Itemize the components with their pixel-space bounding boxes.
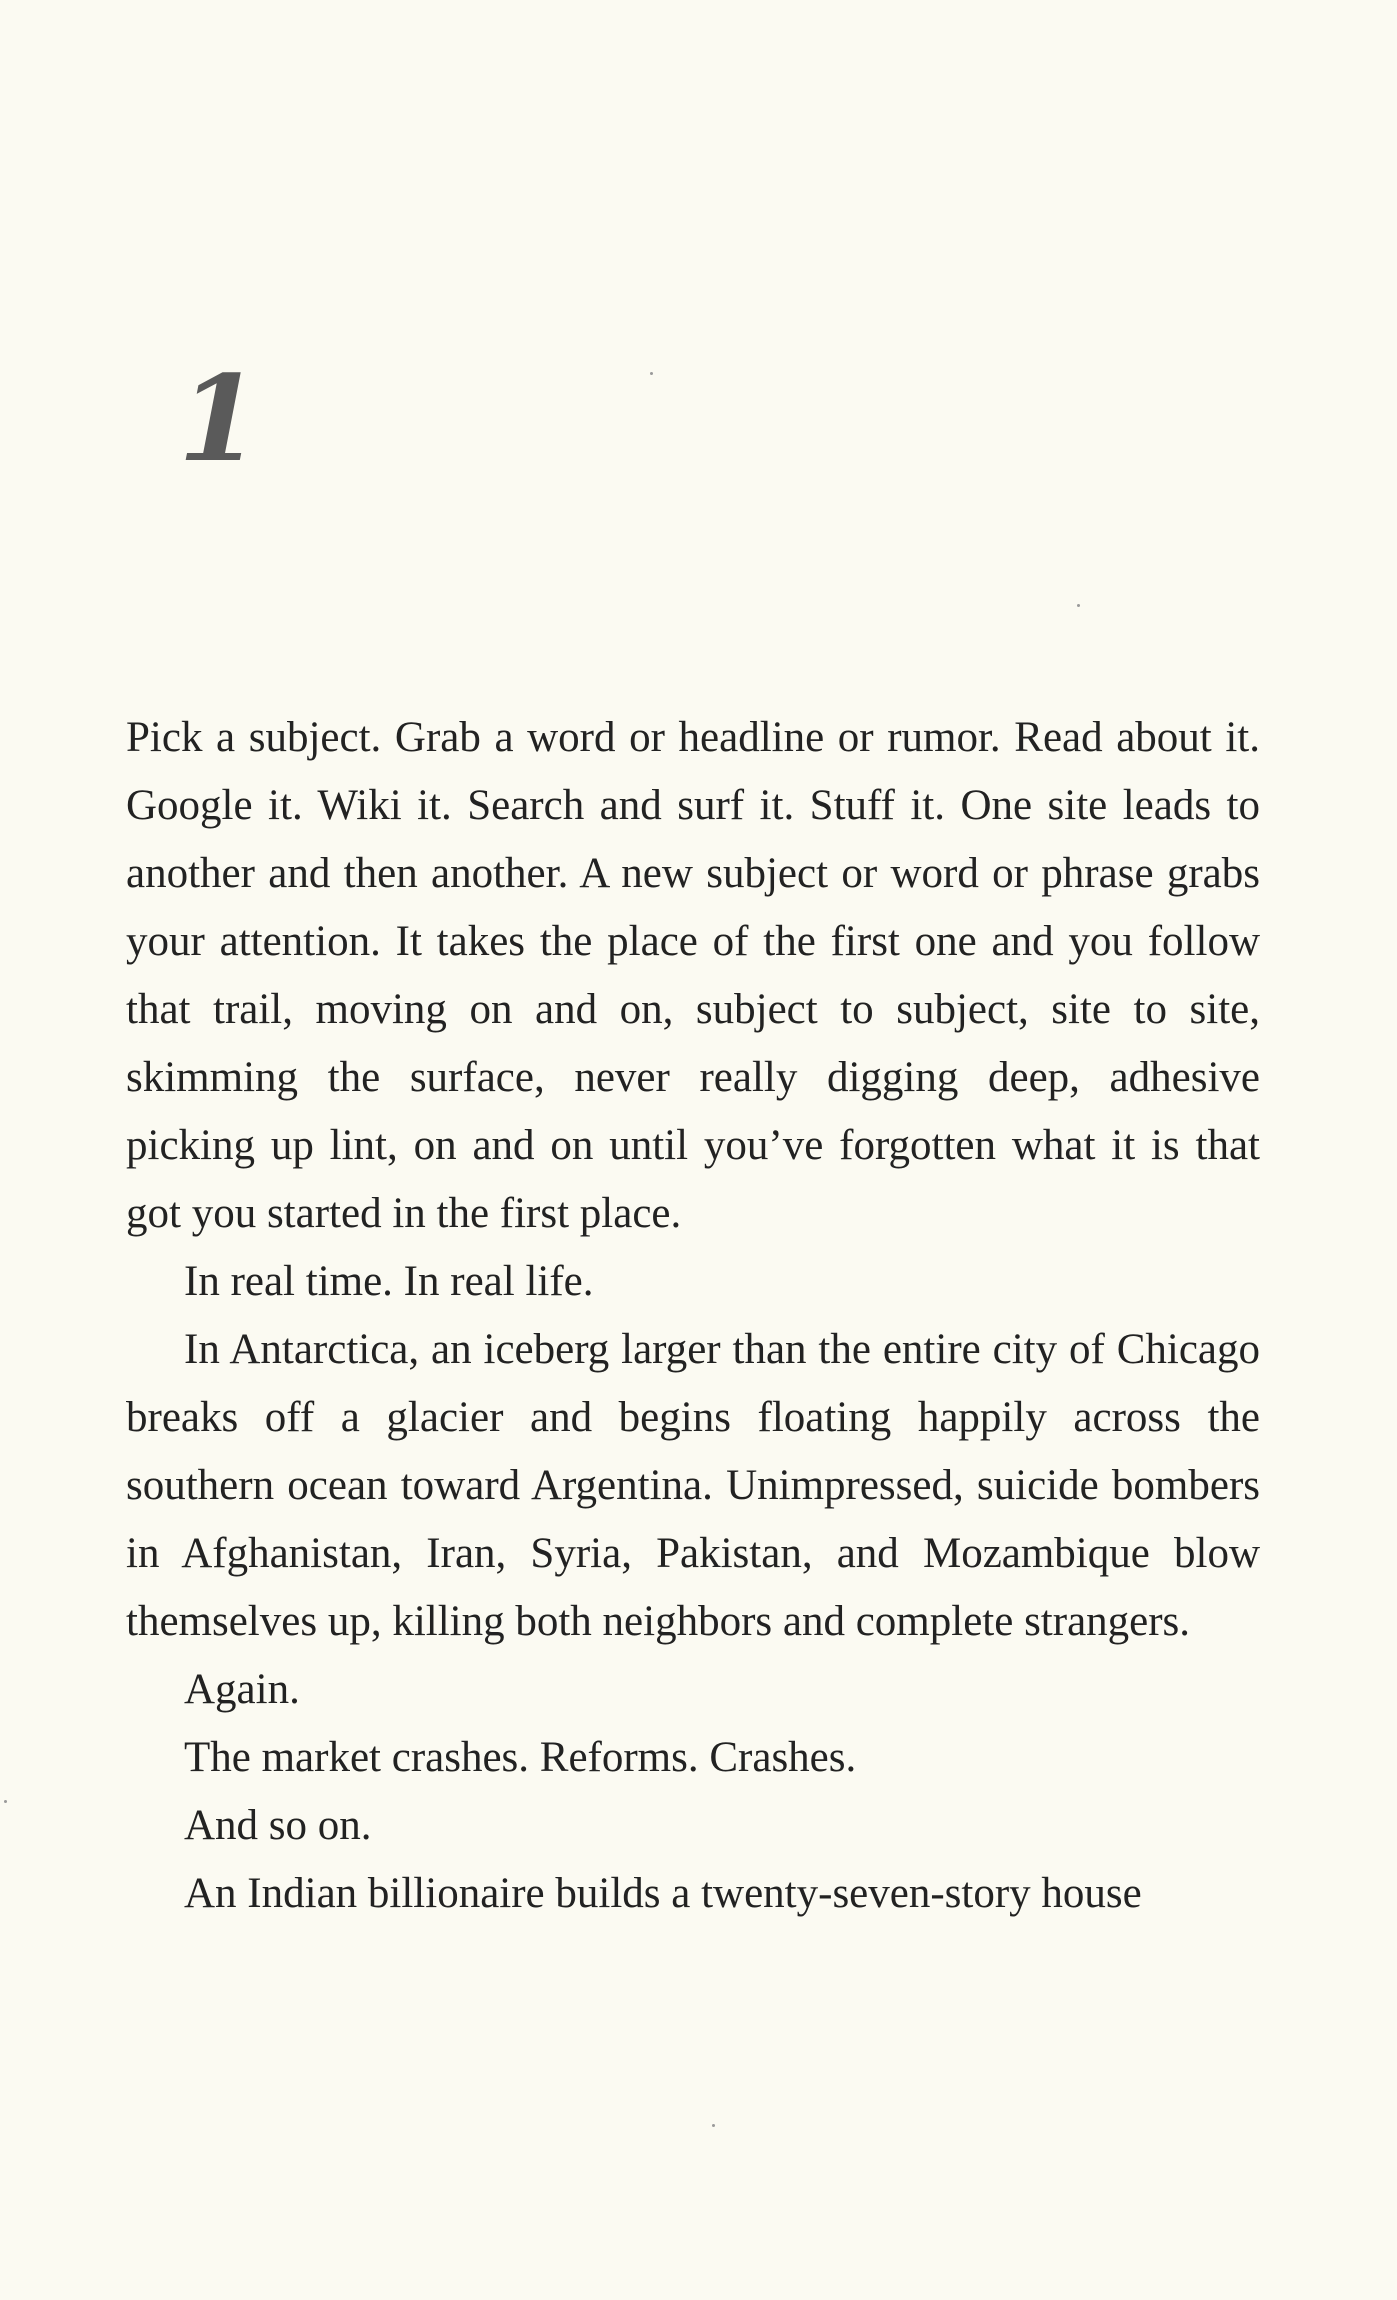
paragraph: An Indian billionaire builds a twenty-seven-story house <box>184 1870 1142 1917</box>
paragraph: Again. <box>184 1666 300 1713</box>
body-text <box>126 704 1260 1928</box>
chapter-number: 1 <box>178 349 261 488</box>
paragraph: And so on. <box>184 1802 372 1849</box>
paper-speck <box>712 2124 715 2127</box>
paragraph: The market crashes. Reforms. Crashes. <box>184 1734 857 1781</box>
paragraph: Pick a subject. Grab a word or headline or rumor. Read about it. Google it. Wiki it. Search and surf it. Stuff it. One site leads to another and then another. A new subject or word or phrase grabs your attention. It takes the place of the first one and you follow that trail, moving on and on, subject to subject, site to site, skimming the surface, never really digging deep, adhesive picking up lint, on and on until you’ve forgotten what it is that got you started in the first place. <box>126 714 1260 1237</box>
paper-speck <box>1077 604 1080 607</box>
paragraph: In Antarctica, an iceberg larger than the entire city of Chicago breaks off a glacier and begins floating happily across the southern ocean toward Argentina. Unimpressed, suicide bombers in Afghanistan, Iran, Syria, Pakistan, and Mozambique blow themselves up, killing both neighbors and complete strangers. <box>126 1326 1260 1645</box>
paragraph: In real time. In real life. <box>184 1258 594 1305</box>
paper-speck <box>4 1800 7 1803</box>
paper-speck <box>650 372 653 375</box>
